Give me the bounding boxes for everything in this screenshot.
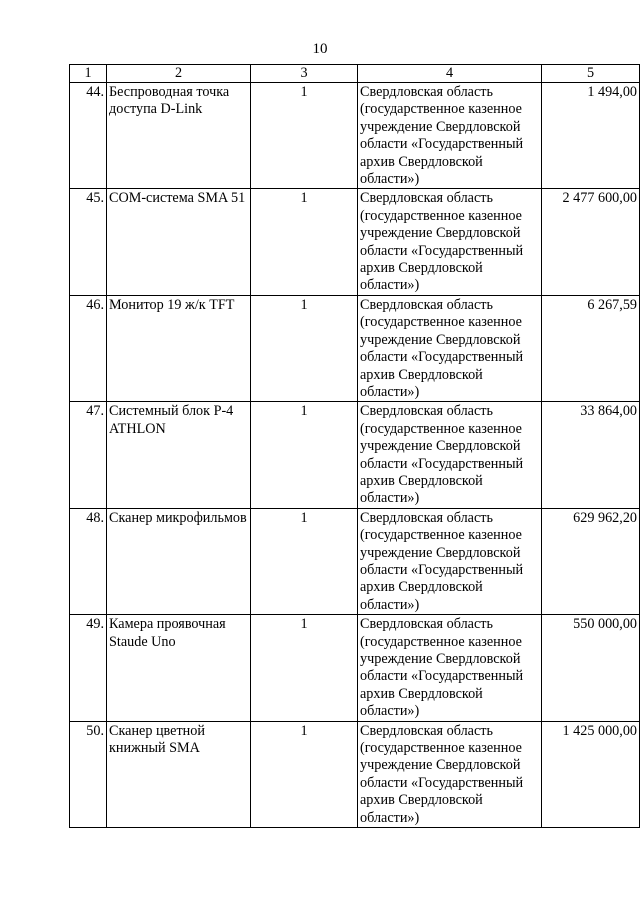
header-cell-1: 1 [70, 65, 107, 83]
table-row [70, 615, 640, 721]
item-name: COM-система SMA 51 [107, 189, 251, 295]
item-name: Сканер микрофильмов [107, 508, 251, 614]
header-cell-3: 3 [251, 65, 358, 83]
header-cell-4: 4 [358, 65, 542, 83]
item-holder: Свердловская область (государственное казенное учреждение Свердловской области «Государственный архив Свердловской области») [358, 83, 542, 189]
item-holder: Свердловская область (государственное казенное учреждение Свердловской области «Государственный архив Свердловской области») [358, 402, 542, 508]
item-quantity: 1 [251, 615, 358, 721]
item-holder: Свердловская область (государственное казенное учреждение Свердловской области «Государственный архив Свердловской области») [358, 189, 542, 295]
table-row [70, 83, 640, 189]
property-table [69, 64, 640, 828]
item-cost: 2 477 600,00 [542, 189, 640, 295]
item-cost: 33 864,00 [542, 402, 640, 508]
item-holder: Свердловская область (государственное казенное учреждение Свердловской области «Государственный архив Свердловской области») [358, 295, 542, 401]
item-quantity: 1 [251, 508, 358, 614]
item-name: Беспроводная точка доступа D-Link [107, 83, 251, 189]
item-cost: 1 494,00 [542, 83, 640, 189]
table-row [70, 508, 640, 614]
row-number: 45. [70, 189, 107, 295]
row-number: 44. [70, 83, 107, 189]
item-cost: 1 425 000,00 [542, 721, 640, 827]
item-cost: 629 962,20 [542, 508, 640, 614]
item-quantity: 1 [251, 189, 358, 295]
item-quantity: 1 [251, 402, 358, 508]
table-row [70, 189, 640, 295]
item-holder: Свердловская область (государственное казенное учреждение Свердловской области «Государственный архив Свердловской области») [358, 615, 542, 721]
header-cell-2: 2 [107, 65, 251, 83]
table-row [70, 721, 640, 827]
item-holder: Свердловская область (государственное казенное учреждение Свердловской области «Государственный архив Свердловской области») [358, 721, 542, 827]
item-quantity: 1 [251, 721, 358, 827]
item-name: Монитор 19 ж/к TFT [107, 295, 251, 401]
page-number: 10 [312, 41, 328, 57]
row-number: 50. [70, 721, 107, 827]
table-row [70, 402, 640, 508]
table-row [70, 295, 640, 401]
row-number: 47. [70, 402, 107, 508]
item-name: Камера проявочная Staude Uno [107, 615, 251, 721]
item-holder: Свердловская область (государственное казенное учреждение Свердловской области «Государственный архив Свердловской области») [358, 508, 542, 614]
row-number: 46. [70, 295, 107, 401]
item-name: Сканер цветной книжный SMA [107, 721, 251, 827]
item-cost: 6 267,59 [542, 295, 640, 401]
item-quantity: 1 [251, 295, 358, 401]
table-body [70, 65, 640, 828]
row-number: 48. [70, 508, 107, 614]
row-number: 49. [70, 615, 107, 721]
item-quantity: 1 [251, 83, 358, 189]
item-cost: 550 000,00 [542, 615, 640, 721]
header-cell-5: 5 [542, 65, 640, 83]
table-header-row [70, 65, 640, 83]
item-name: Системный блок P-4 ATHLON [107, 402, 251, 508]
